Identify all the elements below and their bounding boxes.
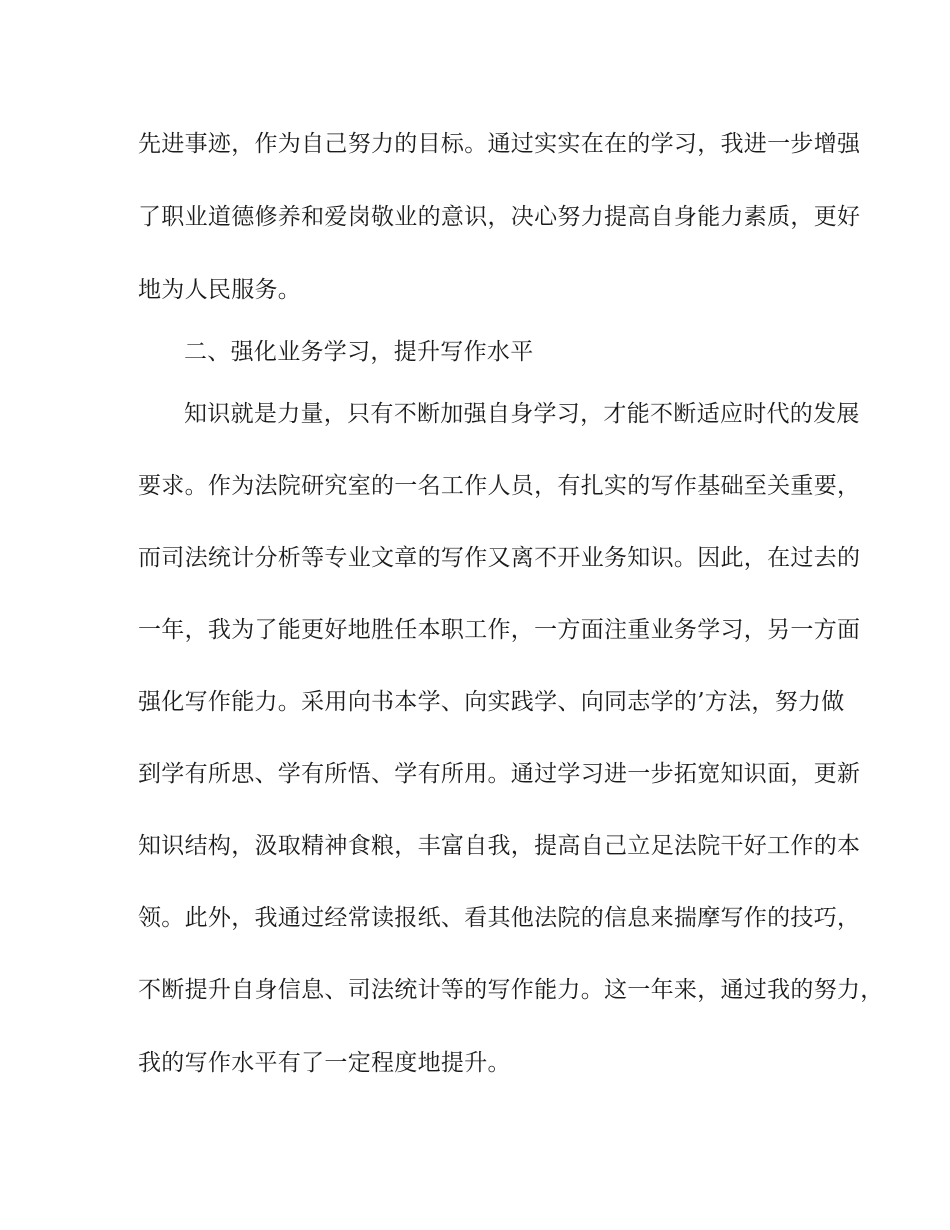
paragraph-line: 而司法统计分析等专业文章的写作又离不开业务知识。因此，在过去的 xyxy=(138,545,861,571)
paragraph-line: 不断提升自身信息、司法统计等的写作能力。这一年来，通过我的努力， xyxy=(138,977,884,1003)
paragraph-line: 一年，我为了能更好地胜任本职工作，一方面注重业务学习，另一方面 xyxy=(138,617,861,643)
section-heading: 二、强化业务学习，提升写作水平 xyxy=(184,339,534,365)
paragraph-line: 地为人民服务。 xyxy=(138,277,302,303)
paragraph-line: 知识就是力量，只有不断加强自身学习，才能不断适应时代的发展 xyxy=(184,401,860,427)
paragraph-line: 我的写作水平有了一定程度地提升。 xyxy=(138,1050,511,1076)
paragraph-line: 了职业道德修养和爱岗敬业的意识，决心努力提高自身能力素质，更好 xyxy=(138,204,861,230)
paragraph-line: 领。此外，我通过经常读报纸、看其他法院的信息来揣摩写作的技巧， xyxy=(138,905,861,931)
paragraph-line: 强化写作能力。采用向书本学、向实践学、向同志学的’方法，努力做 xyxy=(138,689,845,715)
paragraph-line: 知识结构，汲取精神食粮，丰富自我，提高自己立足法院干好工作的本 xyxy=(138,833,861,859)
paragraph-line: 到学有所思、学有所悟、学有所用。通过学习进一步拓宽知识面，更新 xyxy=(138,761,861,787)
paragraph-line: 先进事迹，作为自己努力的目标。通过实实在在的学习，我进一步增强 xyxy=(138,131,861,157)
paragraph-line: 要求。作为法院研究室的一名工作人员，有扎实的写作基础至关重要， xyxy=(138,473,861,499)
